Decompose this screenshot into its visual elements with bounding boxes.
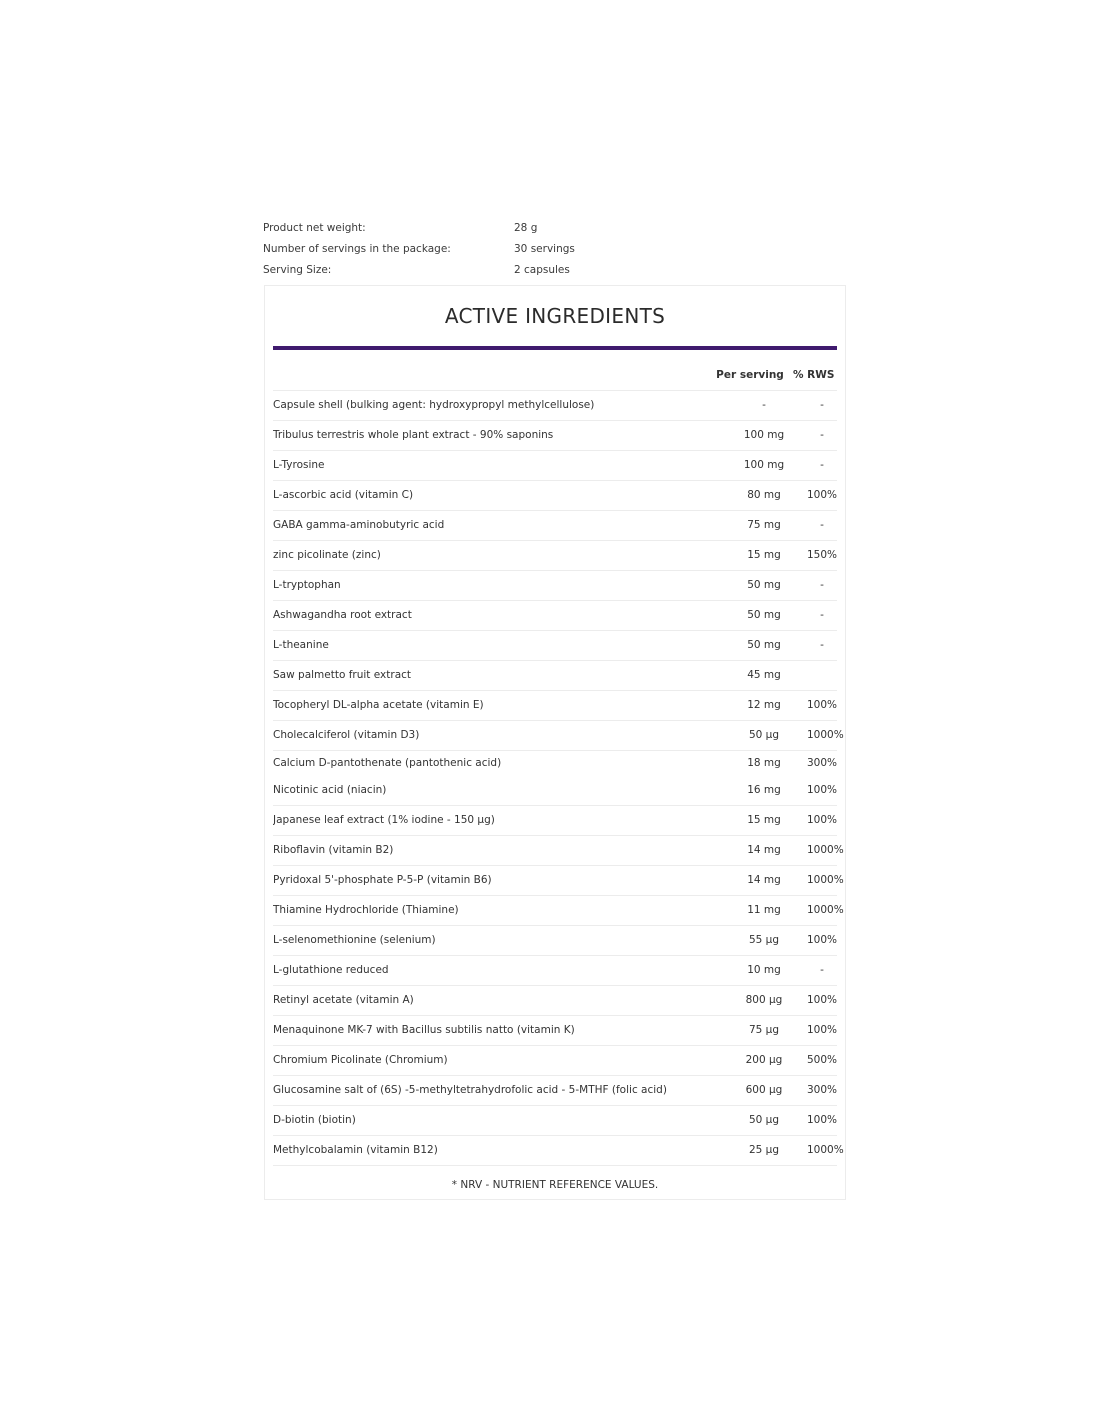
ingredient-name: Capsule shell (bulking agent: hydroxypropyl methylcellulose) (273, 399, 595, 411)
table-row (273, 721, 844, 751)
table-row (273, 541, 837, 571)
rws-value: 100% (807, 784, 838, 796)
per-serving-value: 75 mg (747, 519, 781, 531)
ingredient-name: Ashwagandha root extract (273, 609, 412, 621)
per-serving-value: 14 mg (747, 874, 781, 886)
per-serving-value: 45 mg (747, 669, 781, 681)
per-serving-value: 15 mg (747, 814, 781, 826)
ingredient-name: L-ascorbic acid (vitamin C) (273, 489, 414, 501)
rws-value: - (820, 639, 824, 651)
info-label: Product net weight: (263, 222, 366, 234)
info-row-serving-size (263, 260, 847, 281)
ingredients-card (264, 285, 846, 1200)
table-row (273, 571, 837, 601)
per-serving-value: 25 µg (748, 1144, 780, 1156)
table-row (273, 836, 844, 866)
table-row (273, 866, 844, 896)
per-serving-value: 15 mg (747, 549, 781, 561)
ingredient-name: Cholecalciferol (vitamin D3) (273, 729, 420, 741)
rws-value: 100% (807, 994, 838, 1006)
rws-value: - (820, 459, 824, 471)
card-title: ACTIVE INGREDIENTS (444, 304, 666, 328)
rws-value: - (820, 399, 824, 411)
table-row (273, 1136, 844, 1166)
rws-value: 100% (807, 934, 838, 946)
per-serving-value: 75 µg (748, 1024, 780, 1036)
rws-value (807, 661, 837, 690)
table-row (273, 806, 837, 836)
table-body (273, 391, 844, 1166)
header-per-serving: Per serving (716, 369, 784, 381)
rws-value: 100% (807, 814, 838, 826)
per-serving-value: 80 mg (747, 489, 781, 501)
ingredient-name: Retinyl acetate (vitamin A) (273, 994, 414, 1006)
table-row (273, 391, 837, 421)
table-row (273, 421, 837, 451)
ingredient-name: Japanese leaf extract (1% iodine - 150 µg) (273, 814, 495, 826)
rws-value: - (820, 579, 824, 591)
ingredients-table (273, 361, 844, 1166)
per-serving-value: 50 mg (747, 579, 781, 591)
ingredient-name: Pyridoxal 5'-phosphate P-5-P (vitamin B6) (273, 874, 492, 886)
ingredient-name: L-theanine (273, 639, 329, 651)
ingredient-name: Saw palmetto fruit extract (273, 669, 412, 681)
ingredient-name: Glucosamine salt of (6S) -5-methyltetrahydrofolic acid - 5-MTHF (folic acid) (273, 1084, 667, 1096)
info-row-net-weight (263, 218, 847, 239)
header-name (273, 361, 707, 390)
table-row (273, 481, 837, 511)
table-row (273, 661, 837, 691)
table-header (273, 361, 837, 391)
per-serving-value: 11 mg (747, 904, 781, 916)
ingredient-name: GABA gamma-aminobutyric acid (273, 519, 445, 531)
ingredient-name: Calcium D-pantothenate (pantothenic acid) (273, 757, 502, 769)
table-row (273, 1076, 837, 1106)
per-serving-value: - (762, 399, 766, 411)
per-serving-value: 18 mg (747, 757, 781, 769)
rws-value: 1000% (807, 844, 844, 856)
table-row (273, 986, 837, 1016)
per-serving-value: 100 mg (743, 429, 785, 441)
ingredient-name: L-Tyrosine (273, 459, 325, 471)
table-row (273, 451, 837, 481)
table-row (273, 511, 837, 541)
table-row (273, 926, 837, 956)
info-value: 2 capsules (514, 264, 570, 276)
info-value: 28 g (514, 222, 538, 234)
rws-value: 100% (807, 699, 838, 711)
ingredient-name: Nicotinic acid (niacin) (273, 784, 387, 796)
title-accent-bar (273, 346, 837, 350)
table-row (273, 631, 837, 661)
ingredient-name: L-selenomethionine (selenium) (273, 934, 436, 946)
info-label: Serving Size: (263, 264, 332, 276)
rws-value: 300% (807, 1084, 838, 1096)
table-row (273, 1016, 837, 1046)
table-row (273, 956, 837, 986)
rws-value: 1000% (807, 904, 844, 916)
per-serving-value: 50 µg (748, 729, 780, 741)
table-row (273, 691, 837, 721)
per-serving-value: 800 µg (745, 994, 783, 1006)
rws-value: 500% (807, 1054, 838, 1066)
table-row (273, 1106, 837, 1136)
table-row (273, 896, 844, 926)
per-serving-value: 100 mg (743, 459, 785, 471)
ingredient-name: Methylcobalamin (vitamin B12) (273, 1144, 438, 1156)
table-row (273, 776, 837, 806)
product-info (263, 218, 847, 281)
per-serving-value: 14 mg (747, 844, 781, 856)
rws-value: 100% (807, 489, 838, 501)
per-serving-value: 50 mg (747, 609, 781, 621)
rws-value: 300% (807, 757, 838, 769)
rws-value: - (820, 519, 824, 531)
per-serving-value: 10 mg (747, 964, 781, 976)
rws-value: 1000% (807, 729, 844, 741)
table-row (273, 601, 837, 631)
per-serving-value: 55 µg (748, 934, 780, 946)
ingredient-name: Tribulus terrestris whole plant extract - 90% saponins (273, 429, 554, 441)
rws-value: 1000% (807, 874, 844, 886)
footnote: * NRV - NUTRIENT REFERENCE VALUES. (451, 1179, 659, 1191)
ingredient-name: Tocopheryl DL-alpha acetate (vitamin E) (273, 699, 484, 711)
header-rws: % RWS (793, 369, 835, 381)
info-label: Number of servings in the package: (263, 243, 451, 255)
info-row-servings (263, 239, 847, 260)
ingredient-name: zinc picolinate (zinc) (273, 549, 381, 561)
ingredient-name: D-biotin (biotin) (273, 1114, 356, 1126)
ingredient-name: L-tryptophan (273, 579, 341, 591)
ingredient-name: Thiamine Hydrochloride (Thiamine) (273, 904, 459, 916)
per-serving-value: 12 mg (747, 699, 781, 711)
rws-value: - (820, 964, 824, 976)
rws-value: - (820, 609, 824, 621)
per-serving-value: 600 µg (745, 1084, 783, 1096)
ingredient-name: Riboflavin (vitamin B2) (273, 844, 394, 856)
per-serving-value: 16 mg (747, 784, 781, 796)
per-serving-value: 50 µg (748, 1114, 780, 1126)
table-row (273, 751, 837, 776)
rws-value: 150% (807, 549, 838, 561)
rws-value: 100% (807, 1114, 838, 1126)
ingredient-name: L-glutathione reduced (273, 964, 389, 976)
info-value: 30 servings (514, 243, 575, 255)
ingredient-name: Menaquinone MK-7 with Bacillus subtilis natto (vitamin K) (273, 1024, 575, 1036)
rws-value: 1000% (807, 1144, 844, 1156)
table-row (273, 1046, 837, 1076)
rws-value: 100% (807, 1024, 838, 1036)
per-serving-value: 50 mg (747, 639, 781, 651)
per-serving-value: 200 µg (745, 1054, 783, 1066)
rws-value: - (820, 429, 824, 441)
ingredient-name: Chromium Picolinate (Chromium) (273, 1054, 448, 1066)
